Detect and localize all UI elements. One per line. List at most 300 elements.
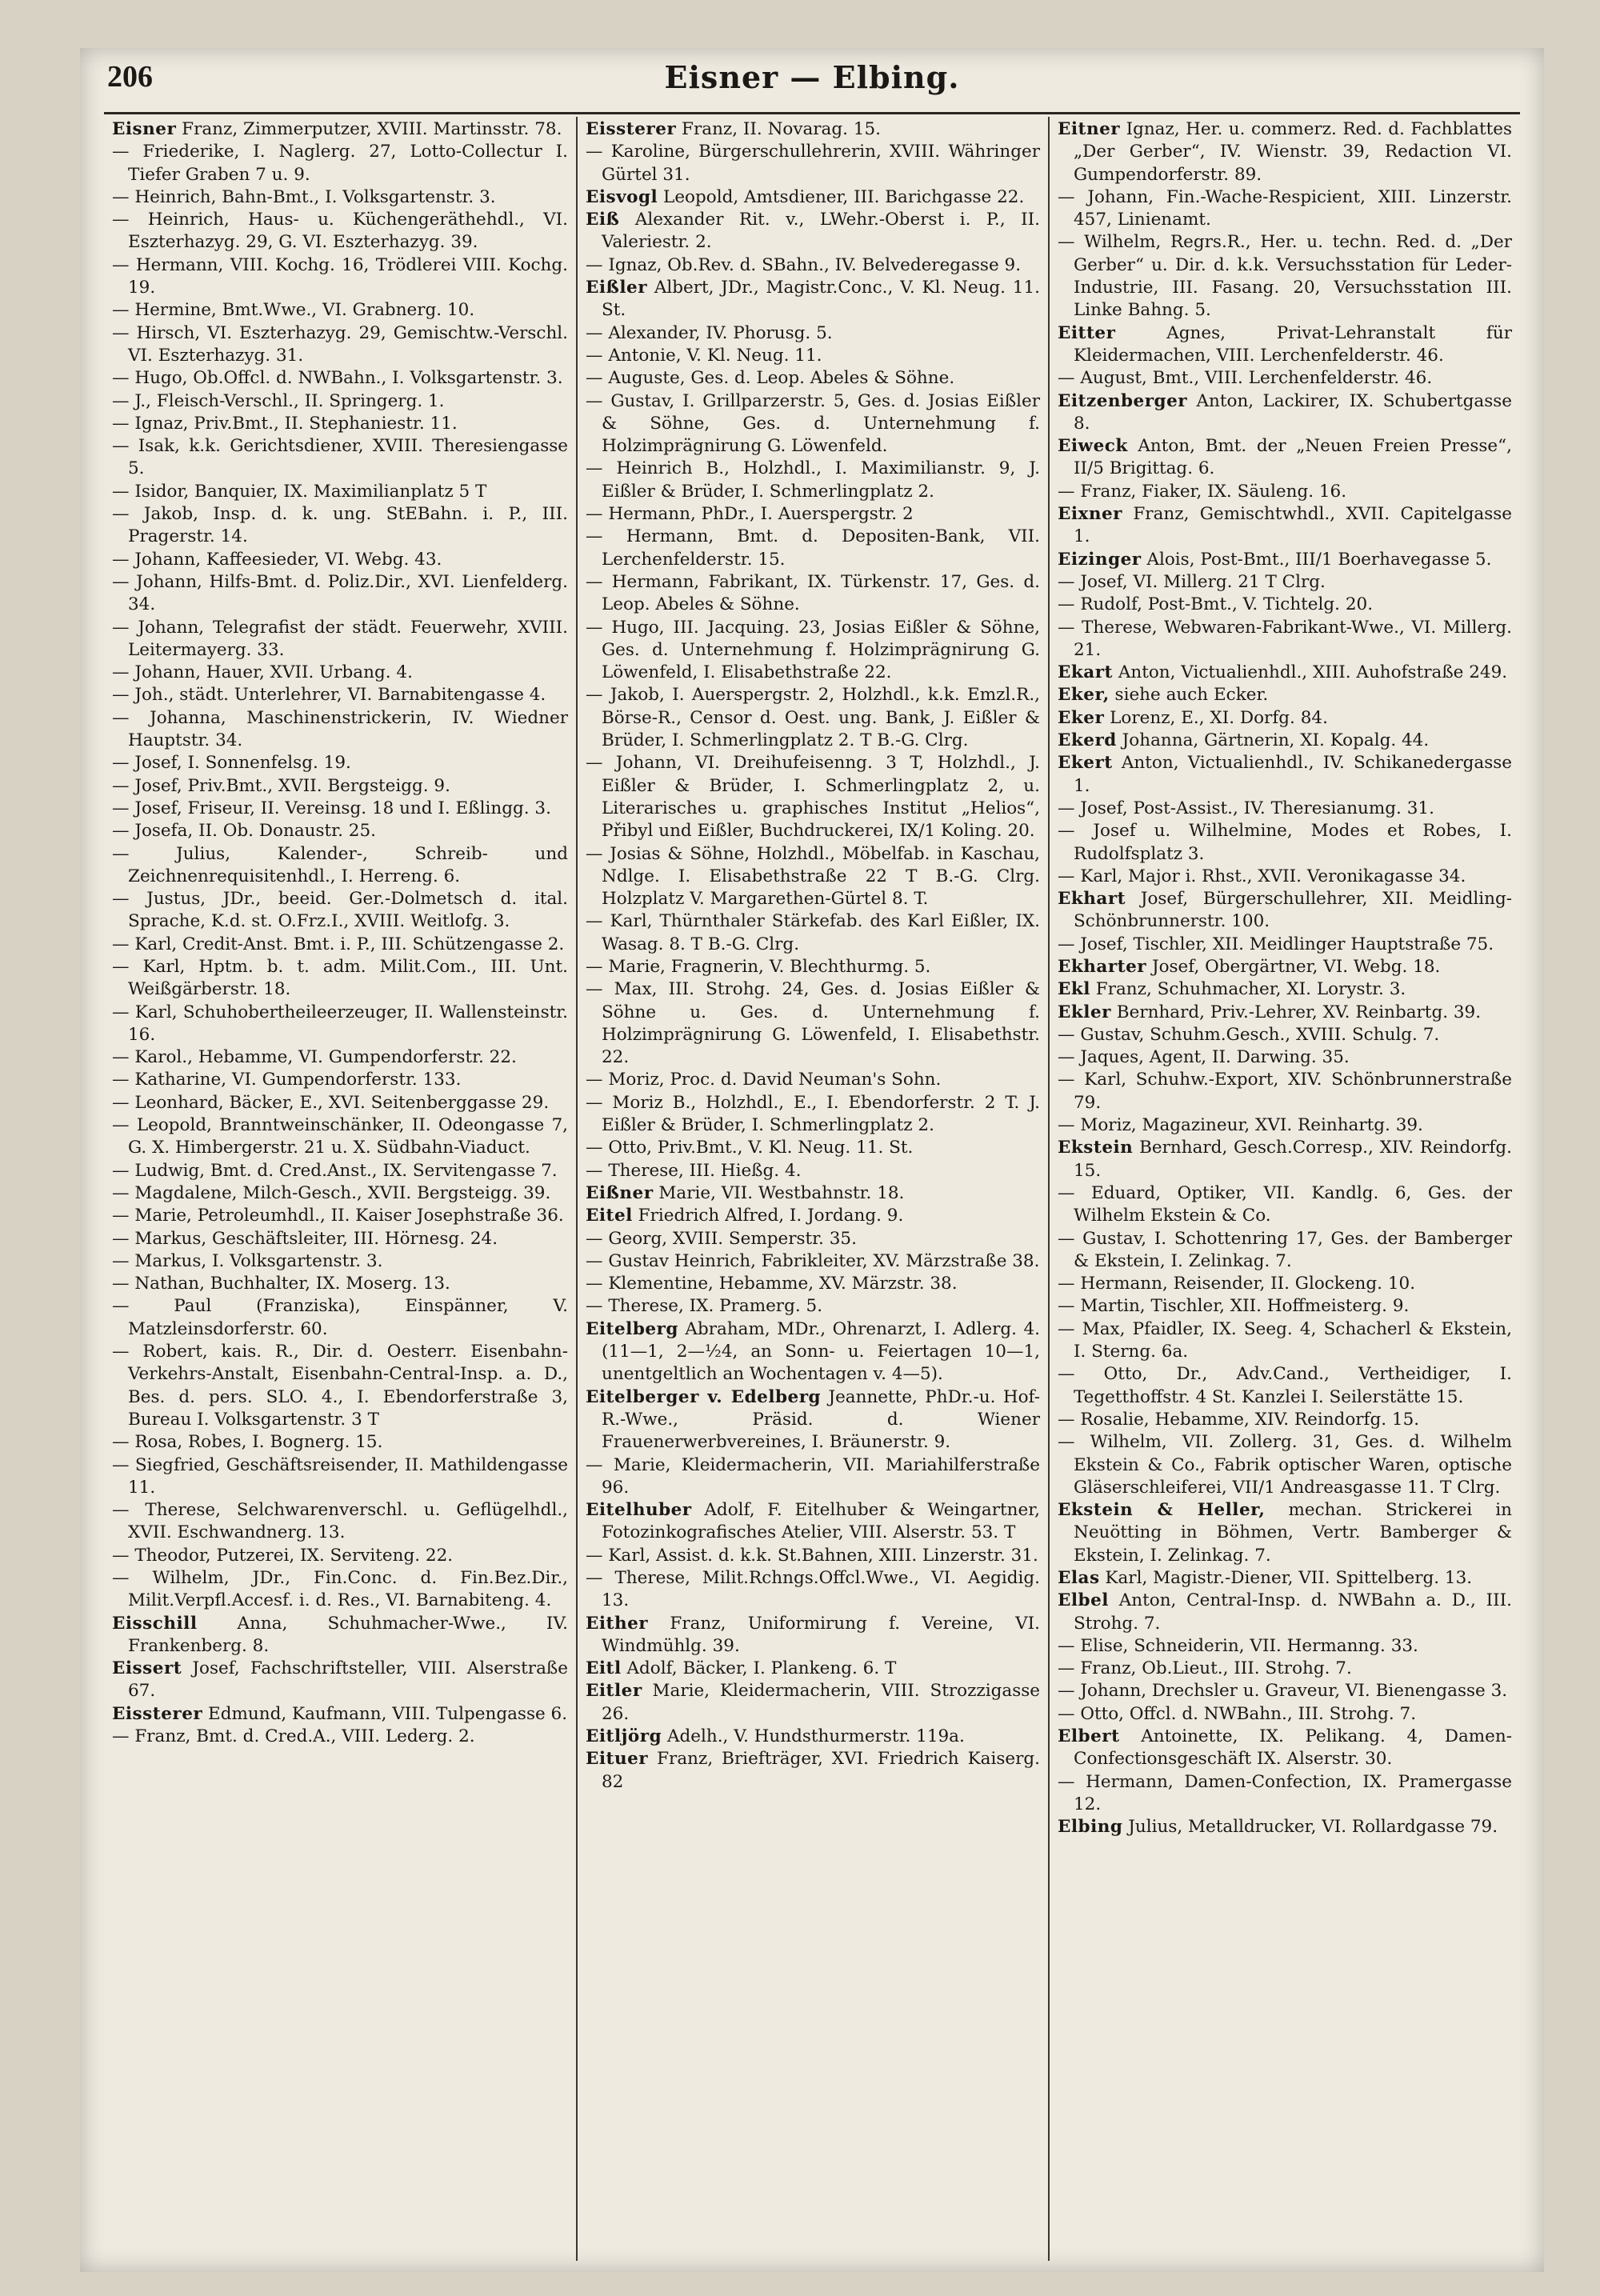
directory-entry bbox=[112, 1431, 568, 1454]
entry-text: — Max, Pfaidler, IX. Seeg. 4, Schacherl & Ekstein, I. Sterng. 6a. bbox=[1058, 1318, 1512, 1362]
entry-text: — Josef, Friseur, II. Vereinsg. 18 und I. Eßlingg. 3. bbox=[112, 798, 551, 818]
entry-text: Josef, Bürgerschullehrer, XII. Meidling-Schönbrunnerstr. 100. bbox=[1074, 889, 1512, 932]
directory-entry bbox=[1058, 707, 1512, 730]
directory-entry bbox=[112, 684, 568, 706]
entry-text: Anton, Bmt. der „Neuen Freien Presse“, II/5 Brigittag. 6. bbox=[1074, 436, 1512, 479]
directory-entry bbox=[112, 662, 568, 684]
directory-entry bbox=[112, 752, 568, 774]
directory-entry bbox=[586, 978, 1040, 1069]
entry-surname: Ekl bbox=[1058, 979, 1090, 1000]
entry-surname: Ekhart bbox=[1058, 889, 1126, 910]
directory-entry bbox=[586, 1726, 1040, 1748]
entry-text: — Wilhelm, VII. Zollerg. 31, Ges. d. Wilhelm Ekstein & Co., Fabrik optischer Waren, optische Gläserschleiferei, VII/1 Andreasgasse 11. T Clrg. bbox=[1058, 1432, 1512, 1498]
entry-text: — Johanna, Maschinenstrickerin, IV. Wiedner Hauptstr. 34. bbox=[112, 707, 568, 751]
page-title: Eisner — Elbing. bbox=[664, 59, 960, 95]
directory-entry bbox=[586, 1658, 1040, 1680]
entry-text: Marie, Kleidermacherin, VIII. Strozzigasse 26. bbox=[602, 1681, 1040, 1724]
entry-surname: Eker bbox=[1058, 707, 1105, 728]
entry-text: — Elise, Schneiderin, VII. Hermanng. 33. bbox=[1058, 1635, 1418, 1656]
entry-surname: Eitzenberger bbox=[1058, 390, 1188, 411]
entry-text: — Karoline, Bürgerschullehrerin, XVIII. Währinger Gürtel 31. bbox=[586, 142, 1040, 185]
directory-entry bbox=[112, 118, 568, 141]
entry-text: — Leopold, Branntweinschänker, II. Odeongasse 7, G. X. Himbergerstr. 21 u. X. Südbahn-Viaduct. bbox=[112, 1115, 568, 1158]
entry-text: — Gustav, Schuhm.Gesch., XVIII. Schulg. 7. bbox=[1058, 1024, 1440, 1045]
directory-entry bbox=[112, 549, 568, 571]
directory-entry bbox=[112, 1182, 568, 1205]
column-1 bbox=[104, 117, 576, 2261]
entry-text: — Eduard, Optiker, VII. Kandlg. 6, Ges. der Wilhelm Ekstein & Co. bbox=[1058, 1182, 1512, 1226]
entry-text: — Rosalie, Hebamme, XIV. Reindorfg. 15. bbox=[1058, 1409, 1420, 1430]
entry-text: — Katharine, VI. Gumpendorferstr. 133. bbox=[112, 1070, 462, 1090]
directory-entry bbox=[586, 910, 1040, 956]
entry-text: Josef, Fachschriftsteller, VIII. Alserstraße 67. bbox=[128, 1658, 568, 1702]
directory-entry bbox=[1058, 594, 1512, 616]
entry-text: Antoinette, IX. Pelikang. 4, Damen-Confectionsgeschäft IX. Alserstr. 30. bbox=[1074, 1726, 1512, 1770]
entry-text: Franz, Zimmerputzer, XVIII. Martinsstr. 78. bbox=[176, 119, 562, 139]
directory-entry bbox=[586, 617, 1040, 685]
directory-entry bbox=[586, 1182, 1040, 1205]
entry-text: — Paul (Franziska), Einspänner, V. Matzleinsdorferstr. 60. bbox=[112, 1296, 568, 1339]
entry-text: — Therese, Selchwarenverschl. u. Geflügelhdl., XVII. Eschwandnerg. 13. bbox=[112, 1500, 568, 1543]
entry-surname: Eiweck bbox=[1058, 436, 1128, 457]
entry-surname: Eizinger bbox=[1058, 549, 1142, 570]
directory-entry bbox=[586, 345, 1040, 367]
directory-entry bbox=[586, 1250, 1040, 1273]
directory-page bbox=[80, 48, 1544, 2272]
entry-surname: Elbel bbox=[1058, 1590, 1109, 1611]
directory-entry bbox=[1058, 662, 1512, 684]
entry-text: — Johann, Hilfs-Bmt. d. Poliz.Dir., XVI. Lienfelderg. 34. bbox=[112, 571, 568, 615]
entry-text: — Karol., Hebamme, VI. Gumpendorferstr. 22. bbox=[112, 1047, 517, 1068]
entry-text: — Isidor, Banquier, IX. Maximilianplatz 5 T bbox=[112, 481, 487, 502]
entry-surname: Eitelberg bbox=[586, 1318, 678, 1339]
directory-entry bbox=[1058, 322, 1512, 368]
directory-entry bbox=[112, 322, 568, 368]
directory-entry bbox=[112, 141, 568, 186]
entry-text: — Hirsch, VI. Eszterhazyg. 29, Gemischtw.-Verschl. VI. Eszterhazyg. 31. bbox=[112, 322, 568, 366]
entry-text: — Karl, Major i. Rhst., XVII. Veronikagasse 34. bbox=[1058, 866, 1466, 886]
entry-text: — Nathan, Buchhalter, IX. Moserg. 13. bbox=[112, 1274, 450, 1294]
entry-surname: Ekart bbox=[1058, 662, 1113, 683]
directory-entry bbox=[112, 1703, 568, 1726]
entry-text: — Wilhelm, JDr., Fin.Conc. d. Fin.Bez.Dir., Milit.Verpfl.Accesf. i. d. Res., VI. Barnabiteng. 4. bbox=[112, 1568, 568, 1611]
entry-text: Jeannette, PhDr.-u. Hof-R.-Wwe., Präsid. d. Wiener Frauenerwerbvereines, I. Bräunerstr. 9. bbox=[602, 1386, 1040, 1453]
entry-text: Anton, Lackirer, IX. Schubertgasse 8. bbox=[1074, 390, 1512, 434]
columns bbox=[104, 117, 1520, 2261]
entry-text: Friedrich Alfred, I. Jordang. 9. bbox=[632, 1206, 904, 1226]
entry-text: — Josefa, II. Ob. Donaustr. 25. bbox=[112, 821, 376, 842]
entry-surname: Ekstein & Heller, bbox=[1058, 1500, 1266, 1521]
directory-entry bbox=[586, 1567, 1040, 1613]
directory-entry bbox=[1058, 956, 1512, 978]
directory-entry bbox=[586, 1069, 1040, 1091]
entry-surname: Ekerd bbox=[1058, 730, 1117, 751]
entry-text: — Gustav, I. Schottenring 17, Ges. der Bamberger & Ekstein, I. Zelinkag. 7. bbox=[1058, 1228, 1512, 1271]
directory-entry bbox=[112, 413, 568, 435]
directory-entry bbox=[112, 1228, 568, 1250]
entry-text: — Markus, Geschäftsleiter, III. Hörnesg. 24. bbox=[112, 1228, 498, 1249]
entry-text: — Max, III. Strohg. 24, Ges. d. Josias Eißler & Söhne u. Ges. d. Unternehmung f. Holzimprägnirung G. Löwenfeld, I. Elisabethstr. 22. bbox=[586, 979, 1040, 1068]
entry-text: — Siegfried, Geschäftsreisender, II. Mathildengasse 11. bbox=[112, 1454, 568, 1498]
entry-text: Agnes, Privat-Lehranstalt für Kleidermachen, VIII. Lerchenfelderstr. 46. bbox=[1074, 322, 1512, 366]
header-rule bbox=[104, 112, 1520, 114]
entry-text: siehe auch Ecker. bbox=[1109, 685, 1269, 706]
entry-text: — Heinrich, Haus- u. Küchengeräthehdl., VI. Eszterhazyg. 29, G. VI. Eszterhazyg. 39. bbox=[112, 210, 568, 253]
entry-surname: Eisschill bbox=[112, 1613, 198, 1634]
entry-surname: Elbing bbox=[1058, 1817, 1123, 1838]
entry-surname: Eitelberger v. Edelberg bbox=[586, 1386, 822, 1407]
entry-surname: Eitler bbox=[586, 1681, 642, 1702]
directory-entry bbox=[112, 186, 568, 209]
entry-text: — Wilhelm, Regrs.R., Her. u. techn. Red. d. „Der Gerber“ u. Dir. d. k.k. Versuchsstation für Leder-Industrie, III. Fasang. 20, Versuchsstation III. Linke Bahng. 5. bbox=[1058, 232, 1512, 321]
directory-entry bbox=[112, 1726, 568, 1748]
entry-text: — Otto, Priv.Bmt., V. Kl. Neug. 11. St. bbox=[586, 1138, 914, 1158]
entry-surname: Eitelhuber bbox=[586, 1500, 692, 1521]
entry-text: Adolf, F. Eitelhuber & Weingartner, Fotozinkografisches Atelier, VIII. Alserstr. 53. T bbox=[602, 1500, 1040, 1543]
entry-surname: Eitel bbox=[586, 1206, 633, 1226]
directory-entry bbox=[112, 254, 568, 300]
entry-text: — Therese, III. Hießg. 4. bbox=[586, 1160, 802, 1181]
directory-entry bbox=[1058, 730, 1512, 752]
page-number: 206 bbox=[107, 60, 153, 94]
directory-entry bbox=[112, 775, 568, 798]
column-3 bbox=[1048, 117, 1520, 2261]
entry-text: — Hermann, Reisender, II. Glockeng. 10. bbox=[1058, 1274, 1416, 1294]
directory-entry bbox=[1058, 481, 1512, 503]
directory-entry bbox=[1058, 118, 1512, 186]
directory-entry bbox=[586, 390, 1040, 458]
directory-entry bbox=[1058, 934, 1512, 956]
directory-entry bbox=[112, 888, 568, 934]
entry-text: — Hermann, Bmt. d. Depositen-Bank, VII. Lerchenfelderstr. 15. bbox=[586, 526, 1040, 570]
directory-entry bbox=[1058, 1182, 1512, 1228]
entry-text: — Hugo, III. Jacquing. 23, Josias Eißler & Söhne, Ges. d. Unternehmung f. Holzimprägnirung G. Löwenfeld, I. Elisabethstraße 22. bbox=[586, 617, 1040, 683]
directory-entry bbox=[586, 526, 1040, 571]
directory-entry bbox=[112, 390, 568, 413]
entry-text: — Heinrich B., Holzhdl., I. Maximilianstr. 9, J. Eißler & Brüder, I. Schmerlingplatz 2. bbox=[586, 458, 1040, 502]
entry-text: — J., Fleisch-Verschl., II. Springerg. 1. bbox=[112, 390, 445, 411]
entry-text: — Moriz, Magazineur, XVI. Reinhartg. 39. bbox=[1058, 1115, 1423, 1136]
entry-text: Bernhard, Gesch.Corresp., XIV. Reindorfg. 15. bbox=[1074, 1138, 1512, 1181]
directory-entry bbox=[1058, 367, 1512, 390]
directory-entry bbox=[1058, 1409, 1512, 1431]
entry-text: — Johann, Kaffeesieder, VI. Webg. 43. bbox=[112, 549, 442, 570]
entry-surname: Ekler bbox=[1058, 1002, 1111, 1022]
entry-text: Abraham, MDr., Ohrenarzt, I. Adlerg. 4. (11—1, 2—½4, an Sonn- u. Feiertagen 10—1, unentgeltlich an Wochentagen v. 4—5). bbox=[602, 1318, 1040, 1385]
entry-text: Ignaz, Her. u. commerz. Red. d. Fachblattes „Der Gerber“, IV. Wienstr. 39, Redaction VI. Gumpendorferstr. 89. bbox=[1074, 119, 1512, 185]
entry-surname: Eitl bbox=[586, 1658, 622, 1679]
directory-entry bbox=[1058, 186, 1512, 232]
directory-entry bbox=[1058, 1137, 1512, 1182]
entry-text: — Heinrich, Bahn-Bmt., I. Volksgartenstr. 3. bbox=[112, 186, 496, 207]
directory-entry bbox=[1058, 390, 1512, 436]
directory-entry bbox=[586, 209, 1040, 254]
entry-text: — Auguste, Ges. d. Leop. Abeles & Söhne. bbox=[586, 368, 955, 389]
entry-text: — Otto, Dr., Adv.Cand., Vertheidiger, I. Tegetthoffstr. 4 St. Kanzlei I. Seilerstätte 15. bbox=[1058, 1364, 1512, 1407]
entry-text: — Justus, JDr., beeid. Ger.-Dolmetsch d. ital. Sprache, K.d. st. O.Frz.I., XVIII. Weitlofg. 3. bbox=[112, 889, 568, 932]
entry-text: — Johann, Fin.-Wache-Respicient, XIII. Linzerstr. 457, Linienamt. bbox=[1058, 186, 1512, 230]
entry-text: — Ludwig, Bmt. d. Cred.Anst., IX. Servitengasse 7. bbox=[112, 1160, 558, 1181]
entry-text: — Karl, Schuhobertheileerzeuger, II. Wallensteinstr. 16. bbox=[112, 1002, 568, 1045]
directory-entry bbox=[1058, 1635, 1512, 1658]
directory-entry bbox=[112, 1613, 568, 1658]
entry-text: — Karl, Credit-Anst. Bmt. i. P., III. Schützengasse 2. bbox=[112, 934, 565, 954]
entry-text: — Josef, Post-Assist., IV. Theresianumg. 31. bbox=[1058, 798, 1434, 818]
entry-text: Anton, Central-Insp. d. NWBahn a. D., III. Strohg. 7. bbox=[1074, 1590, 1512, 1634]
directory-entry bbox=[586, 1680, 1040, 1726]
directory-entry bbox=[1058, 435, 1512, 481]
entry-text: — Josef, I. Sonnenfelsg. 19. bbox=[112, 753, 351, 774]
entry-text: Adelh., V. Hundsthurmerstr. 119a. bbox=[662, 1726, 965, 1747]
directory-entry bbox=[112, 798, 568, 820]
directory-entry bbox=[586, 1545, 1040, 1567]
directory-entry bbox=[1058, 1703, 1512, 1726]
entry-text: — Marie, Petroleumhdl., II. Kaiser Josephstraße 36. bbox=[112, 1206, 564, 1226]
directory-entry bbox=[1058, 571, 1512, 594]
entry-text: — Theodor, Putzerei, IX. Serviteng. 22. bbox=[112, 1545, 454, 1566]
entry-text: Franz, Gemischtwhdl., XVII. Capitelgasse 1. bbox=[1074, 504, 1512, 547]
entry-surname: Eitljörg bbox=[586, 1726, 662, 1747]
entry-text: — Josias & Söhne, Holzhdl., Möbelfab. in Kaschau, Ndlge. I. Elisabethstraße 22 T B.-G. Clrg. Holzplatz V. Margarethen-Gürtel 8. T. bbox=[586, 843, 1040, 910]
entry-surname: Elas bbox=[1058, 1568, 1100, 1588]
entry-text: — Moriz B., Holzhdl., E., I. Ebendorferstr. 2 T. J. Eißler & Brüder, I. Schmerlingplatz 2. bbox=[586, 1092, 1040, 1136]
directory-entry bbox=[112, 1341, 568, 1431]
directory-entry bbox=[586, 1748, 1040, 1794]
directory-entry bbox=[112, 1205, 568, 1227]
entry-text: — Robert, kais. R., Dir. d. Oesterr. Eisenbahn-Verkehrs-Anstalt, Eisenbahn-Central-Insp. a. D., Bes. d. pers. SLO. 4., I. Ebendorferstraße 3, Bureau I. Volksgartenstr. 3 T bbox=[112, 1342, 568, 1430]
directory-entry bbox=[1058, 549, 1512, 571]
directory-entry bbox=[1058, 503, 1512, 549]
entry-text: — Joh., städt. Unterlehrer, VI. Barnabitengasse 4. bbox=[112, 685, 546, 706]
directory-entry bbox=[1058, 617, 1512, 662]
directory-entry bbox=[112, 820, 568, 842]
directory-entry bbox=[112, 617, 568, 662]
entry-surname: Eissterer bbox=[586, 119, 677, 139]
entry-text: — Josef, Tischler, XII. Meidlinger Hauptstraße 75. bbox=[1058, 934, 1494, 954]
entry-text: — Leonhard, Bäcker, E., XVI. Seitenberggasse 29. bbox=[112, 1092, 550, 1113]
directory-entry bbox=[112, 1454, 568, 1500]
entry-text: — Marie, Fragnerin, V. Blechthurmg. 5. bbox=[586, 956, 931, 977]
entry-text: Bernhard, Priv.-Lehrer, XV. Reinbartg. 39. bbox=[1110, 1002, 1482, 1022]
entry-text: — Markus, I. Volksgartenstr. 3. bbox=[112, 1250, 383, 1271]
entry-text: — Hermann, Fabrikant, IX. Türkenstr. 17, Ges. d. Leop. Abeles & Söhne. bbox=[586, 571, 1040, 615]
directory-entry bbox=[112, 1295, 568, 1341]
directory-entry bbox=[586, 1318, 1040, 1386]
directory-entry bbox=[1058, 752, 1512, 798]
directory-entry bbox=[586, 277, 1040, 322]
directory-entry bbox=[1058, 1680, 1512, 1702]
directory-entry bbox=[1058, 1114, 1512, 1137]
directory-entry bbox=[586, 1295, 1040, 1318]
directory-entry bbox=[586, 322, 1040, 345]
directory-entry bbox=[112, 1092, 568, 1114]
entry-text: Franz, Briefträger, XVI. Friedrich Kaiserg. 82 bbox=[602, 1749, 1040, 1792]
directory-entry bbox=[112, 209, 568, 254]
directory-entry bbox=[1058, 1273, 1512, 1295]
directory-entry bbox=[112, 1114, 568, 1160]
directory-entry bbox=[586, 843, 1040, 911]
entry-text: — Rudolf, Post-Bmt., V. Tichtelg. 20. bbox=[1058, 594, 1374, 615]
entry-text: Alois, Post-Bmt., III/1 Boerhavegasse 5. bbox=[1141, 549, 1492, 570]
directory-entry bbox=[1058, 1024, 1512, 1046]
directory-entry bbox=[586, 186, 1040, 209]
entry-text: — Therese, IX. Pramerg. 5. bbox=[586, 1296, 823, 1317]
entry-text: — Alexander, IV. Phorusg. 5. bbox=[586, 322, 833, 343]
entry-text: — Julius, Kalender-, Schreib- und Zeichnenrequisitenhdl., I. Herreng. 6. bbox=[112, 843, 568, 886]
directory-entry bbox=[112, 956, 568, 1002]
directory-entry bbox=[586, 367, 1040, 390]
directory-entry bbox=[1058, 1771, 1512, 1817]
directory-entry bbox=[1058, 1295, 1512, 1318]
entry-surname: Ekstein bbox=[1058, 1138, 1134, 1158]
directory-entry bbox=[1058, 1567, 1512, 1590]
entry-text: — Rosa, Robes, I. Bognerg. 15. bbox=[112, 1432, 383, 1453]
entry-text: — Jakob, I. Auerspergstr. 2, Holzhdl., k.k. Emzl.R., Börse-R., Censor d. Oest. ung. Bank, J. Eißler & Brüder, I. Schmerlingplatz 2. T B.-G. Clrg. bbox=[586, 685, 1040, 751]
column-2 bbox=[576, 117, 1048, 2261]
entry-surname: Eissterer bbox=[112, 1703, 203, 1724]
directory-entry bbox=[1058, 1590, 1512, 1635]
entry-text: Franz, II. Novarag. 15. bbox=[676, 119, 882, 139]
directory-entry bbox=[112, 1250, 568, 1273]
entry-surname: Eisner bbox=[112, 119, 177, 139]
directory-entry bbox=[112, 1658, 568, 1703]
directory-entry bbox=[586, 1228, 1040, 1250]
entry-text: Franz, Uniformirung f. Vereine, VI. Windmühlg. 39. bbox=[602, 1613, 1040, 1656]
directory-entry bbox=[586, 956, 1040, 978]
directory-entry bbox=[586, 752, 1040, 842]
entry-text: Anna, Schuhmacher-Wwe., IV. Frankenberg. 8. bbox=[128, 1613, 568, 1656]
directory-entry bbox=[586, 1092, 1040, 1138]
directory-entry bbox=[112, 1499, 568, 1545]
directory-entry bbox=[586, 571, 1040, 617]
directory-entry bbox=[1058, 1318, 1512, 1364]
entry-text: — Karl, Hptm. b. t. adm. Milit.Com., III. Unt. Weißgärberstr. 18. bbox=[112, 956, 568, 1000]
directory-entry bbox=[112, 1046, 568, 1069]
directory-entry bbox=[586, 141, 1040, 186]
entry-text: — Josef, VI. Millerg. 21 T Clrg. bbox=[1058, 571, 1326, 592]
directory-entry bbox=[1058, 820, 1512, 866]
entry-text: Johanna, Gärtnerin, XI. Kopalg. 44. bbox=[1116, 730, 1430, 751]
directory-entry bbox=[1058, 978, 1512, 1001]
entry-text: — August, Bmt., VIII. Lerchenfelderstr. 46. bbox=[1058, 368, 1433, 389]
entry-text: — Antonie, V. Kl. Neug. 11. bbox=[586, 345, 822, 366]
entry-text: — Johann, Hauer, XVII. Urbang. 4. bbox=[112, 662, 413, 683]
directory-entry bbox=[1058, 888, 1512, 934]
entry-surname: Ekharter bbox=[1058, 956, 1147, 977]
entry-text: — Hermann, Damen-Confection, IX. Pramergasse 12. bbox=[1058, 1771, 1512, 1814]
directory-entry bbox=[112, 1002, 568, 1047]
directory-entry bbox=[586, 1137, 1040, 1159]
directory-entry bbox=[1058, 1726, 1512, 1771]
directory-entry bbox=[586, 1499, 1040, 1545]
entry-text: — Josef, Priv.Bmt., XVII. Bergsteigg. 9. bbox=[112, 775, 450, 796]
entry-text: — Therese, Milit.Rchngs.Offcl.Wwe., VI. Aegidig. 13. bbox=[586, 1568, 1040, 1611]
directory-entry bbox=[112, 1545, 568, 1567]
directory-entry bbox=[586, 1160, 1040, 1182]
entry-text: Albert, JDr., Magistr.Conc., V. Kl. Neug. 11. St. bbox=[602, 278, 1040, 321]
entry-text: Josef, Obergärtner, VI. Webg. 18. bbox=[1146, 956, 1441, 977]
entry-text: — Karl, Assist. d. k.k. St.Bahnen, XIII. Linzerstr. 31. bbox=[586, 1545, 1038, 1566]
directory-entry bbox=[586, 254, 1040, 277]
directory-entry bbox=[1058, 1228, 1512, 1274]
entry-text: — Hermann, PhDr., I. Auerspergstr. 2 bbox=[586, 504, 914, 525]
directory-entry bbox=[1058, 866, 1512, 888]
directory-entry bbox=[1058, 1499, 1512, 1567]
entry-surname: Elbert bbox=[1058, 1726, 1120, 1747]
entry-text: Leopold, Amtsdiener, III. Barichgasse 22. bbox=[658, 186, 1025, 207]
entry-text: — Jaques, Agent, II. Darwing. 35. bbox=[1058, 1047, 1350, 1068]
entry-text: — Friederike, I. Naglerg. 27, Lotto-Collectur I. Tiefer Graben 7 u. 9. bbox=[112, 142, 568, 185]
entry-text: Adolf, Bäcker, I. Plankeng. 6. T bbox=[621, 1658, 897, 1679]
directory-entry bbox=[586, 1205, 1040, 1227]
entry-text: — Franz, Bmt. d. Cred.A., VIII. Lederg. 2. bbox=[112, 1726, 475, 1747]
directory-entry bbox=[1058, 1002, 1512, 1024]
entry-surname: Ekert bbox=[1058, 753, 1113, 774]
entry-text: — Gustav Heinrich, Fabrikleiter, XV. Märzstraße 38. bbox=[586, 1250, 1040, 1271]
entry-surname: Eissert bbox=[112, 1658, 182, 1679]
directory-entry bbox=[112, 1160, 568, 1182]
entry-text: — Magdalene, Milch-Gesch., XVII. Bergsteigg. 39. bbox=[112, 1182, 551, 1203]
directory-entry bbox=[586, 118, 1040, 141]
entry-text: — Marie, Kleidermacherin, VII. Mariahilferstraße 96. bbox=[586, 1454, 1040, 1498]
entry-text: — Otto, Offcl. d. NWBahn., III. Strohg. 7. bbox=[1058, 1703, 1417, 1724]
directory-entry bbox=[1058, 1816, 1512, 1838]
entry-surname: Eitner bbox=[1058, 119, 1121, 139]
entry-surname: Eker, bbox=[1058, 685, 1110, 706]
directory-entry bbox=[586, 1454, 1040, 1500]
entry-text: Marie, VII. Westbahnstr. 18. bbox=[653, 1182, 905, 1203]
entry-text: — Martin, Tischler, XII. Hoffmeisterg. 9. bbox=[1058, 1296, 1410, 1317]
entry-text: — Franz, Ob.Lieut., III. Strohg. 7. bbox=[1058, 1658, 1352, 1679]
entry-text: — Franz, Fiaker, IX. Säuleng. 16. bbox=[1058, 481, 1347, 502]
page-header bbox=[107, 59, 1517, 107]
entry-text: — Klementine, Hebamme, XV. Märzstr. 38. bbox=[586, 1274, 958, 1294]
entry-text: Karl, Magistr.-Diener, VII. Spittelberg. 13. bbox=[1099, 1568, 1473, 1588]
directory-entry bbox=[112, 843, 568, 889]
entry-text: Anton, Victualienhdl., IV. Schikanedergasse 1. bbox=[1074, 753, 1512, 796]
directory-entry bbox=[1058, 1658, 1512, 1680]
directory-entry bbox=[1058, 798, 1512, 820]
entry-text: — Hugo, Ob.Offcl. d. NWBahn., I. Volksgartenstr. 3. bbox=[112, 368, 563, 389]
entry-surname: Eixner bbox=[1058, 504, 1123, 525]
entry-text: — Johann, VI. Dreihufeisenng. 3 T, Holzhdl., J. Eißler & Brüder, I. Schmerlingplatz 2, u. Literarisches u. graphisches Institut „Helios“, Přibyl und Eißler, Buchdruckerei, IX/1 Koling. 20. bbox=[586, 753, 1040, 842]
entry-text: — Karl, Thürnthaler Stärkefab. des Karl Eißler, IX. Wasag. 8. T B.-G. Clrg. bbox=[586, 911, 1040, 954]
directory-entry bbox=[1058, 231, 1512, 322]
directory-entry bbox=[1058, 1069, 1512, 1114]
directory-entry bbox=[112, 503, 568, 549]
directory-entry bbox=[112, 435, 568, 481]
directory-entry bbox=[1058, 1046, 1512, 1069]
entry-text: — Hermine, Bmt.Wwe., VI. Grabnerg. 10. bbox=[112, 300, 475, 321]
directory-entry bbox=[1058, 684, 1512, 706]
entry-text: — Jakob, Insp. d. k. ung. StEBahn. i. P., III. Pragerstr. 14. bbox=[112, 504, 568, 547]
entry-text: — Karl, Schuhw.-Export, XIV. Schönbrunnerstraße 79. bbox=[1058, 1070, 1512, 1113]
entry-surname: Eitter bbox=[1058, 322, 1116, 343]
entry-text: mechan. Strickerei in Neuötting in Böhmen, Vertr. Bamberger & Ekstein, I. Zelinkag. 7. bbox=[1074, 1500, 1512, 1566]
entry-text: — Georg, XVIII. Semperstr. 35. bbox=[586, 1228, 857, 1249]
entry-text: Lorenz, E., XI. Dorfg. 84. bbox=[1104, 707, 1328, 728]
entry-text: — Johann, Drechsler u. Graveur, VI. Bienengasse 3. bbox=[1058, 1681, 1508, 1702]
directory-entry bbox=[586, 1386, 1040, 1454]
entry-text: — Moriz, Proc. d. David Neuman's Sohn. bbox=[586, 1070, 942, 1090]
entry-surname: Eituer bbox=[586, 1749, 649, 1770]
entry-text: — Johann, Telegrafist der städt. Feuerwehr, XVIII. Leitermayerg. 33. bbox=[112, 617, 568, 660]
directory-entry bbox=[112, 707, 568, 753]
entry-text: — Josef u. Wilhelmine, Modes et Robes, I. Rudolfsplatz 3. bbox=[1058, 821, 1512, 864]
directory-entry bbox=[112, 1567, 568, 1613]
directory-entry bbox=[112, 1069, 568, 1091]
directory-entry bbox=[112, 571, 568, 617]
